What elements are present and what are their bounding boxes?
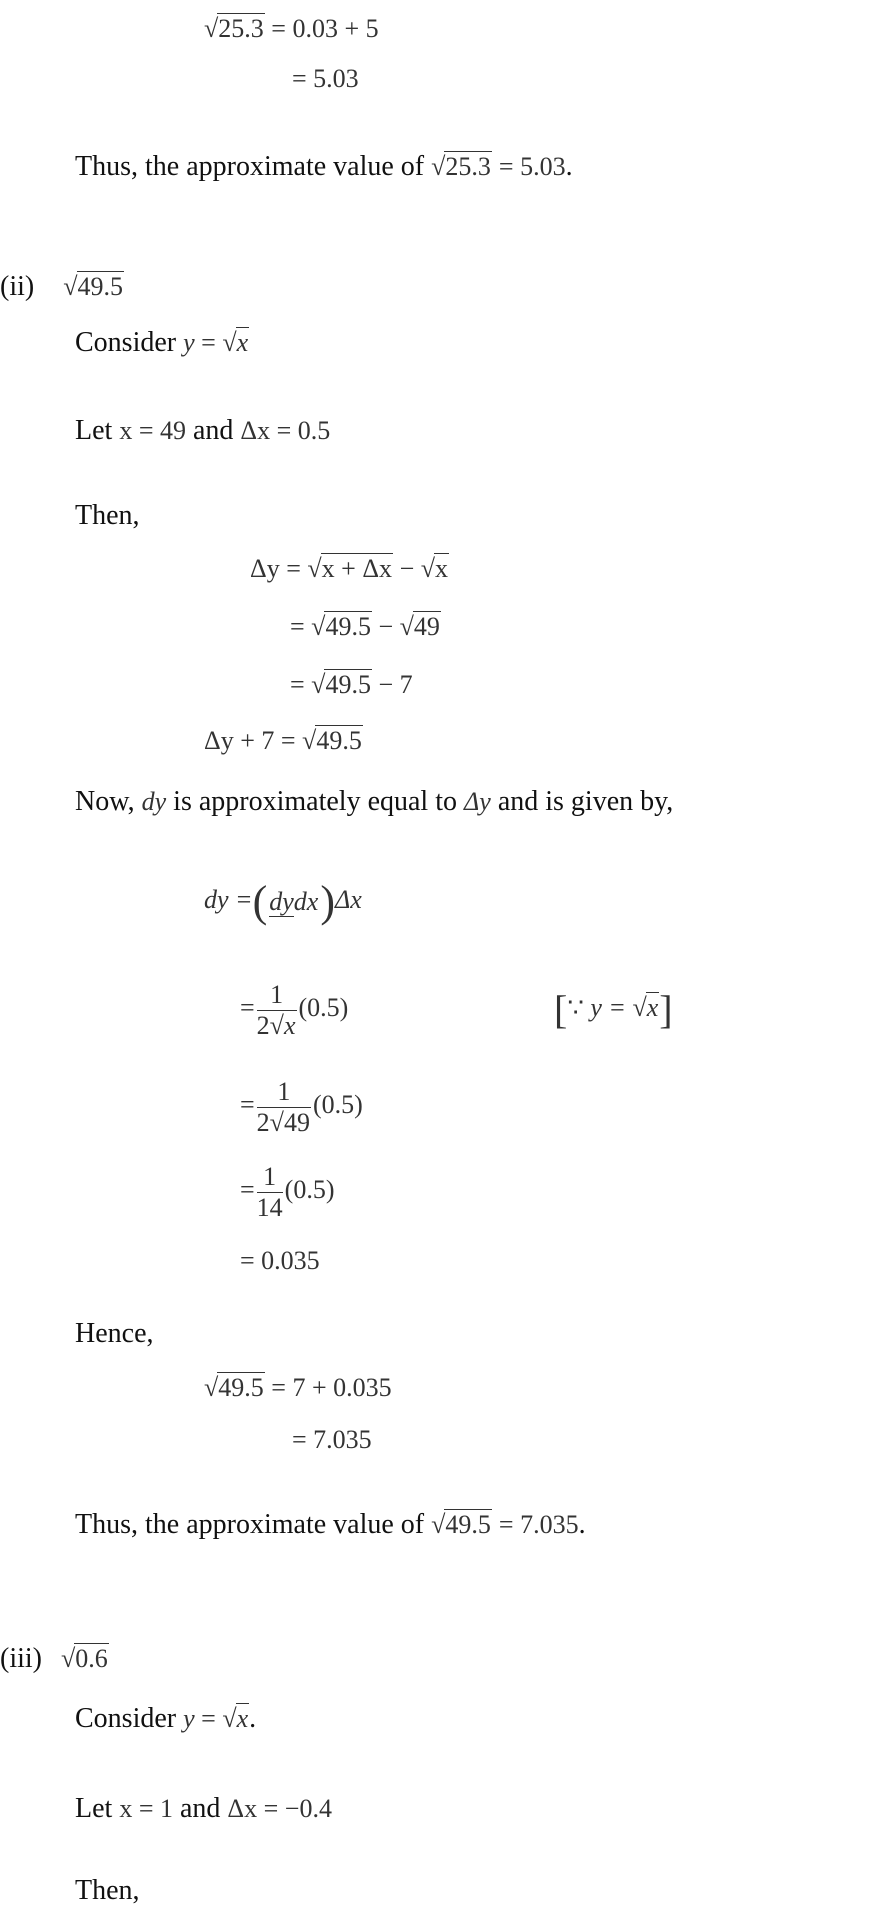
conclusion-ii: Thus, the approximate value of √49.5 = 7.035. [75,1509,586,1540]
eq-result-7-035: = 7.035 [292,1425,372,1454]
reason-bracket: [∵ y = √x] [554,987,673,1033]
let-ii: Let x = 49 and Δx = 0.5 [75,415,331,446]
dy-step-4: = $\frac{1}{14}$ (0.5) [240,1161,335,1222]
consider-ii: Consider y = √x [75,327,249,358]
delta-step-1: Δy = √x + Δx − √x [250,554,449,583]
then-ii: Then, [75,500,140,531]
then-iii: Then, [75,1875,140,1906]
dy-step-3: = $\frac{1}{2√49}$ (0.5) [240,1076,363,1137]
conclusion-i: Thus, the approximate value of √25.3 = 5.03. [75,151,573,182]
part-iii-heading: (iii) √0.6 [0,1643,108,1674]
eq-result-5-03: = 5.03 [292,64,359,93]
dy-step-2: = $\frac{1}{2√x}$ (0.5) [240,979,349,1040]
now-sentence: Now, dy is approximately equal to Δy and is given by, [75,786,674,817]
delta-step-4: Δy + 7 = √49.5 [204,726,362,755]
delta-step-2: = √49.5 − √49 [290,612,440,641]
eq-sqrt-25-3-sum: √25.3 = 0.03 + 5 [204,12,379,46]
consider-iii: Consider y = √x. [75,1703,257,1734]
hence-ii: Hence, [75,1318,154,1349]
delta-step-3: = √49.5 − 7 [290,670,413,699]
eq-sqrt-49-5-sum: √49.5 = 7 + 0.035 [204,1373,392,1402]
dy-step-1: dy =(dydx)Δx [204,877,362,927]
part-ii-heading: (ii) √49.5 [0,271,123,302]
let-iii: Let x = 1 and Δx = −0.4 [75,1793,332,1824]
dy-step-5: = 0.035 [240,1246,320,1275]
sqrt: √25.3 [204,14,264,43]
